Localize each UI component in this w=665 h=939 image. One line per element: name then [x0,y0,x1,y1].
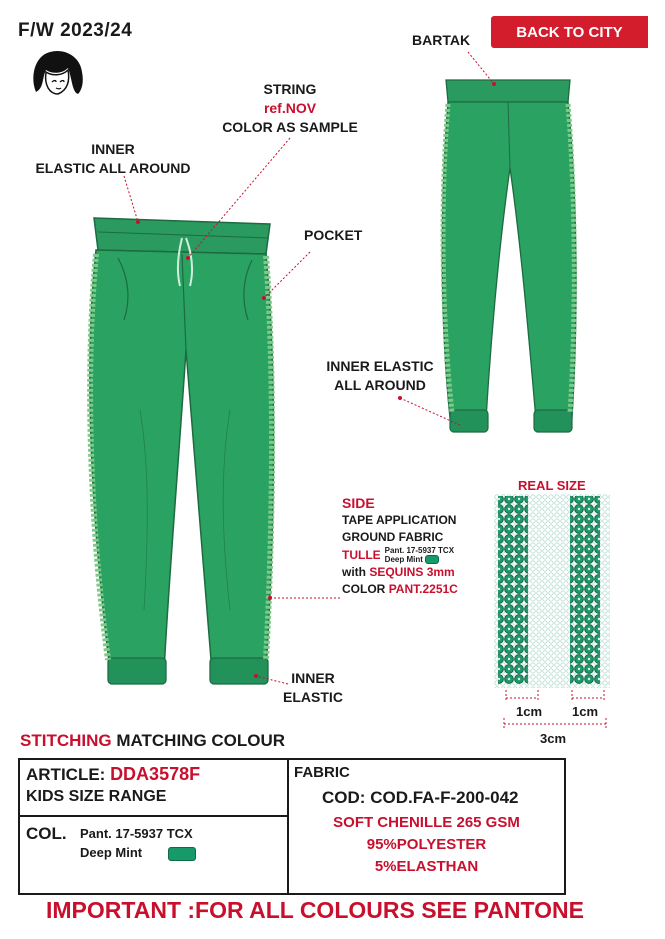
side-tape-spec [342,495,492,598]
string-ref: ref.NOV [263,100,317,116]
sequin-swatch-illustration [494,494,610,688]
side-line2: GROUND FABRIC [342,530,444,544]
col-label: COL. [26,824,67,843]
article-label: ARTICLE: [26,765,106,784]
inner-elastic-annotation [30,140,196,178]
tulle-color-name: Deep Mint [384,555,423,564]
back-to-city-button[interactable]: BACK TO CITY [491,16,648,48]
side-line1: TAPE APPLICATION [342,513,457,527]
real-size-title: REAL SIZE [518,478,586,493]
fabric-label: FABRIC [294,764,350,781]
color-label: COLOR [342,582,386,597]
tulle-swatch [425,555,439,564]
fabric-line3: 5%ELASTHAN [374,858,479,875]
string-label: STRING [263,81,317,97]
col-color-info [80,824,196,862]
cod-label: COD: [322,788,366,807]
fabric-line2: 95%POLYESTER [366,836,487,853]
cod-row [322,788,519,808]
stitching-note [20,731,285,751]
inner-elastic-around-annotation [322,357,438,395]
side-title: SIDE [342,495,375,511]
inner-cuff-line1: INNER [291,670,335,686]
season-label: F/W 2023/24 [18,20,133,41]
article-row [26,764,200,785]
string-annotation [220,80,360,137]
stitching-value: MATCHING COLOUR [116,731,286,750]
article-number: DDA3578F [110,764,201,784]
color-value: PANT.2251C [388,582,458,597]
inner-elastic-line1: INNER [91,141,135,157]
stitching-label: STITCHING [20,731,112,750]
footer-note: IMPORTANT :FOR ALL COLOURS SEE PANTONE [46,897,584,923]
fabric-line1: SOFT CHENILLE 265 GSM [333,814,520,831]
left-tape-width: 1cm [516,704,543,719]
fabric-composition [289,812,564,878]
size-range: KIDS SIZE RANGE [26,788,167,805]
pocket-label: POCKET [304,227,363,243]
sequins-label: SEQUINS 3mm [369,565,455,580]
col-swatch [168,847,196,861]
cod-value: COD.FA-F-200-042 [370,788,519,807]
total-width: 3cm [540,731,567,746]
string-color-note: COLOR AS SAMPLE [222,119,358,135]
inner-elastic-around-line1: INNER ELASTIC [326,358,434,374]
right-tape-width: 1cm [572,704,599,719]
col-pantone: Pant. 17-5937 TCX [80,826,193,841]
inner-elastic-around-line2: ALL AROUND [334,377,426,393]
col-color-name: Deep Mint [80,845,143,860]
tulle-label: TULLE [342,547,381,562]
tulle-pantone: Pant. 17-5937 TCX [384,546,455,555]
inner-elastic-line2: ELASTIC ALL AROUND [35,160,191,176]
with-label: with [342,565,366,580]
inner-elastic-cuff-annotation [280,669,346,707]
bartak-label: BARTAK [412,32,471,48]
inner-cuff-line2: ELASTIC [283,689,343,705]
spec-table [18,758,566,895]
